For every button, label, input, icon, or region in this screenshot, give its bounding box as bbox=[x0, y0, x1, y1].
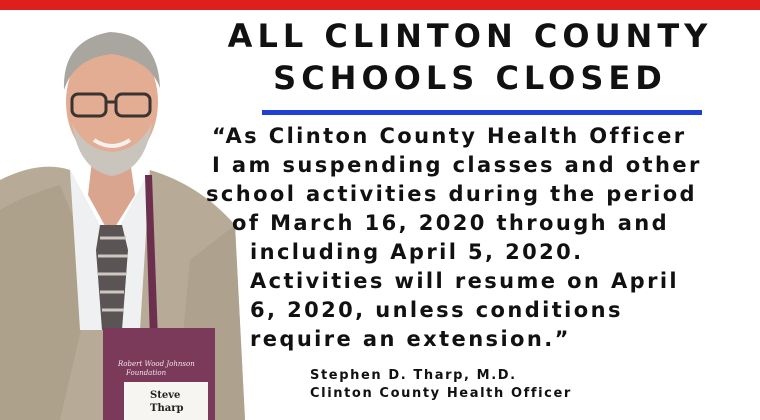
badge-name-last: Tharp bbox=[150, 403, 184, 414]
signature-name: Stephen D. Tharp, M.D. bbox=[310, 368, 517, 383]
top-red-stripe bbox=[0, 0, 760, 10]
badge-org-line2: Foundation bbox=[126, 369, 167, 377]
headline-line-2: SCHOOLS CLOSED bbox=[273, 59, 667, 97]
blue-divider bbox=[262, 110, 702, 115]
quote-line-3: school activities during the period bbox=[206, 182, 697, 206]
quote-line-2: I am suspending classes and other bbox=[212, 153, 702, 177]
quote-line-7: 6, 2020, unless conditions bbox=[250, 298, 623, 322]
badge-org-line1: Robert Wood Johnson bbox=[118, 360, 195, 368]
quote-line-8: require an extension.” bbox=[250, 327, 571, 351]
quote-line-4: of March 16, 2020 through and bbox=[232, 211, 670, 235]
quote-line-1: “As Clinton County Health Officer bbox=[212, 124, 687, 148]
quote-line-6: Activities will resume on April bbox=[250, 269, 680, 293]
headline-line-1: ALL CLINTON COUNTY bbox=[227, 17, 713, 55]
signature-title: Clinton County Health Officer bbox=[310, 386, 572, 401]
quote-line-5: including April 5, 2020. bbox=[250, 240, 584, 264]
badge-name-first: Steve bbox=[150, 390, 181, 401]
